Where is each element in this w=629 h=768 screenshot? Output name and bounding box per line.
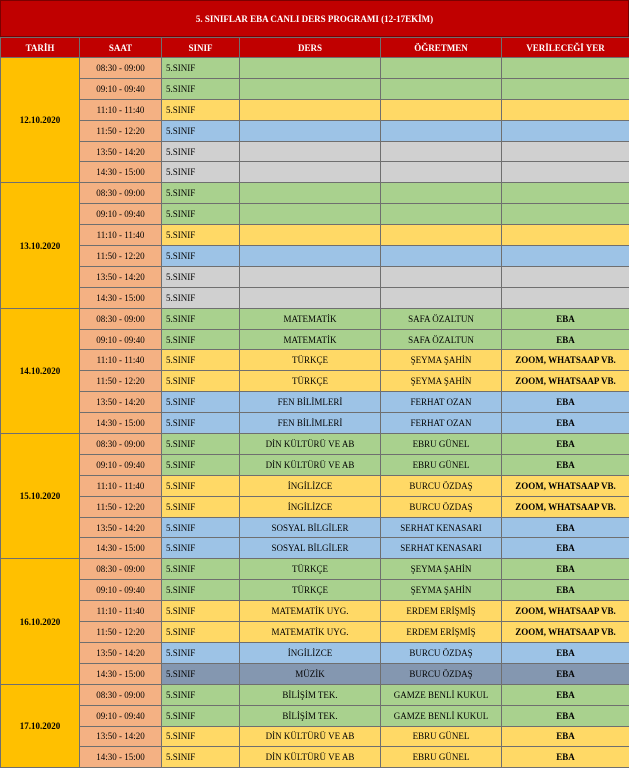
table-row xyxy=(1,78,629,99)
header-ogretmen: ÖĞRETMEN xyxy=(381,38,502,58)
course-cell: İNGİLİZCE xyxy=(240,642,381,663)
teacher-cell xyxy=(381,204,502,225)
table-row xyxy=(1,99,629,120)
time-cell: 13:50 - 14:20 xyxy=(80,141,162,162)
table-row xyxy=(1,475,629,496)
platform-cell: EBA xyxy=(502,580,629,601)
table-row xyxy=(1,204,629,225)
time-cell: 11:50 - 12:20 xyxy=(80,496,162,517)
teacher-cell xyxy=(381,162,502,183)
platform-cell: ZOOM, WHATSAAP VB. xyxy=(502,601,629,622)
page-title: 5. SINIFLAR EBA CANLI DERS PROGRAMI (12-17EKİM) xyxy=(0,0,629,37)
table-row xyxy=(1,162,629,183)
time-cell: 13:50 - 14:20 xyxy=(80,726,162,747)
class-cell: 5.SINIF xyxy=(162,684,240,705)
course-cell: MATEMATİK xyxy=(240,329,381,350)
platform-cell xyxy=(502,183,629,204)
course-cell xyxy=(240,58,381,79)
course-cell: DİN KÜLTÜRÜ VE AB xyxy=(240,454,381,475)
time-cell: 09:10 - 09:40 xyxy=(80,580,162,601)
time-cell: 11:10 - 11:40 xyxy=(80,601,162,622)
time-cell: 08:30 - 09:00 xyxy=(80,308,162,329)
platform-cell: EBA xyxy=(502,559,629,580)
table-row xyxy=(1,308,629,329)
platform-cell: ZOOM, WHATSAAP VB. xyxy=(502,496,629,517)
class-cell: 5.SINIF xyxy=(162,246,240,267)
header-tarih: TARİH xyxy=(1,38,80,58)
table-row xyxy=(1,141,629,162)
table-row xyxy=(1,183,629,204)
header-saat: SAAT xyxy=(80,38,162,58)
class-cell: 5.SINIF xyxy=(162,183,240,204)
course-cell xyxy=(240,225,381,246)
header-yer: VERİLECEĞİ YER xyxy=(502,38,629,58)
platform-cell xyxy=(502,120,629,141)
course-cell: TÜRKÇE xyxy=(240,580,381,601)
header-sinif: SINIF xyxy=(162,38,240,58)
table-row xyxy=(1,747,629,768)
platform-cell xyxy=(502,266,629,287)
course-cell xyxy=(240,99,381,120)
time-cell: 11:10 - 11:40 xyxy=(80,99,162,120)
platform-cell: EBA xyxy=(502,642,629,663)
platform-cell: EBA xyxy=(502,434,629,455)
teacher-cell xyxy=(381,225,502,246)
class-cell: 5.SINIF xyxy=(162,642,240,663)
class-cell: 5.SINIF xyxy=(162,517,240,538)
table-row xyxy=(1,622,629,643)
class-cell: 5.SINIF xyxy=(162,538,240,559)
class-cell: 5.SINIF xyxy=(162,496,240,517)
platform-cell xyxy=(502,58,629,79)
date-cell: 12.10.2020 xyxy=(1,58,80,183)
course-cell xyxy=(240,287,381,308)
platform-cell xyxy=(502,162,629,183)
time-cell: 08:30 - 09:00 xyxy=(80,684,162,705)
teacher-cell: ŞEYMA ŞAHİN xyxy=(381,580,502,601)
teacher-cell xyxy=(381,287,502,308)
time-cell: 14:30 - 15:00 xyxy=(80,413,162,434)
platform-cell: ZOOM, WHATSAAP VB. xyxy=(502,475,629,496)
class-cell: 5.SINIF xyxy=(162,392,240,413)
table-row xyxy=(1,726,629,747)
teacher-cell: ŞEYMA ŞAHİN xyxy=(381,350,502,371)
teacher-cell: ERDEM ERİŞMİŞ xyxy=(381,622,502,643)
class-cell: 5.SINIF xyxy=(162,663,240,684)
time-cell: 08:30 - 09:00 xyxy=(80,183,162,204)
teacher-cell: ERDEM ERİŞMİŞ xyxy=(381,601,502,622)
platform-cell: EBA xyxy=(502,329,629,350)
platform-cell: EBA xyxy=(502,308,629,329)
platform-cell xyxy=(502,141,629,162)
table-row xyxy=(1,58,629,79)
time-cell: 14:30 - 15:00 xyxy=(80,287,162,308)
teacher-cell: SERHAT KENASARI xyxy=(381,538,502,559)
class-cell: 5.SINIF xyxy=(162,120,240,141)
time-cell: 14:30 - 15:00 xyxy=(80,538,162,559)
teacher-cell xyxy=(381,58,502,79)
class-cell: 5.SINIF xyxy=(162,434,240,455)
class-cell: 5.SINIF xyxy=(162,78,240,99)
platform-cell: EBA xyxy=(502,684,629,705)
table-row xyxy=(1,371,629,392)
time-cell: 08:30 - 09:00 xyxy=(80,559,162,580)
course-cell: FEN BİLİMLERİ xyxy=(240,392,381,413)
table-row xyxy=(1,496,629,517)
class-cell: 5.SINIF xyxy=(162,99,240,120)
platform-cell: EBA xyxy=(502,705,629,726)
time-cell: 11:10 - 11:40 xyxy=(80,350,162,371)
teacher-cell: EBRU GÜNEL xyxy=(381,726,502,747)
platform-cell xyxy=(502,225,629,246)
table-row xyxy=(1,246,629,267)
time-cell: 09:10 - 09:40 xyxy=(80,329,162,350)
course-cell: MÜZİK xyxy=(240,663,381,684)
platform-cell: EBA xyxy=(502,726,629,747)
time-cell: 08:30 - 09:00 xyxy=(80,434,162,455)
table-row xyxy=(1,120,629,141)
date-cell: 13.10.2020 xyxy=(1,183,80,308)
time-cell: 11:10 - 11:40 xyxy=(80,475,162,496)
platform-cell: EBA xyxy=(502,413,629,434)
teacher-cell: SERHAT KENASARI xyxy=(381,517,502,538)
platform-cell: EBA xyxy=(502,747,629,768)
date-cell: 14.10.2020 xyxy=(1,308,80,433)
table-row xyxy=(1,225,629,246)
class-cell: 5.SINIF xyxy=(162,204,240,225)
time-cell: 11:50 - 12:20 xyxy=(80,371,162,392)
course-cell: BİLİŞİM TEK. xyxy=(240,684,381,705)
course-cell xyxy=(240,183,381,204)
teacher-cell: SAFA ÖZALTUN xyxy=(381,329,502,350)
teacher-cell xyxy=(381,266,502,287)
class-cell: 5.SINIF xyxy=(162,601,240,622)
class-cell: 5.SINIF xyxy=(162,266,240,287)
table-row xyxy=(1,434,629,455)
time-cell: 09:10 - 09:40 xyxy=(80,454,162,475)
course-cell: FEN BİLİMLERİ xyxy=(240,413,381,434)
time-cell: 13:50 - 14:20 xyxy=(80,392,162,413)
teacher-cell: EBRU GÜNEL xyxy=(381,434,502,455)
course-cell: SOSYAL BİLGİLER xyxy=(240,517,381,538)
class-cell: 5.SINIF xyxy=(162,141,240,162)
class-cell: 5.SINIF xyxy=(162,58,240,79)
course-cell: İNGİLİZCE xyxy=(240,496,381,517)
teacher-cell: FERHAT OZAN xyxy=(381,392,502,413)
teacher-cell xyxy=(381,183,502,204)
teacher-cell: BURCU ÖZDAŞ xyxy=(381,475,502,496)
table-row xyxy=(1,580,629,601)
course-cell: MATEMATİK xyxy=(240,308,381,329)
table-row xyxy=(1,266,629,287)
teacher-cell: BURCU ÖZDAŞ xyxy=(381,663,502,684)
class-cell: 5.SINIF xyxy=(162,371,240,392)
course-cell: SOSYAL BİLGİLER xyxy=(240,538,381,559)
class-cell: 5.SINIF xyxy=(162,413,240,434)
course-cell: MATEMATİK UYG. xyxy=(240,622,381,643)
time-cell: 14:30 - 15:00 xyxy=(80,162,162,183)
teacher-cell xyxy=(381,141,502,162)
date-cell: 16.10.2020 xyxy=(1,559,80,684)
table-row xyxy=(1,517,629,538)
teacher-cell: BURCU ÖZDAŞ xyxy=(381,496,502,517)
course-cell: İNGİLİZCE xyxy=(240,475,381,496)
teacher-cell: BURCU ÖZDAŞ xyxy=(381,642,502,663)
header-row xyxy=(1,38,629,58)
class-cell: 5.SINIF xyxy=(162,747,240,768)
time-cell: 11:50 - 12:20 xyxy=(80,246,162,267)
course-cell: DİN KÜLTÜRÜ VE AB xyxy=(240,726,381,747)
class-cell: 5.SINIF xyxy=(162,580,240,601)
table-row xyxy=(1,350,629,371)
platform-cell: EBA xyxy=(502,392,629,413)
table-row xyxy=(1,392,629,413)
course-cell xyxy=(240,266,381,287)
time-cell: 13:50 - 14:20 xyxy=(80,266,162,287)
teacher-cell: EBRU GÜNEL xyxy=(381,747,502,768)
class-cell: 5.SINIF xyxy=(162,350,240,371)
class-cell: 5.SINIF xyxy=(162,705,240,726)
class-cell: 5.SINIF xyxy=(162,287,240,308)
time-cell: 11:10 - 11:40 xyxy=(80,225,162,246)
platform-cell: EBA xyxy=(502,517,629,538)
class-cell: 5.SINIF xyxy=(162,475,240,496)
course-cell xyxy=(240,246,381,267)
teacher-cell xyxy=(381,99,502,120)
date-cell: 17.10.2020 xyxy=(1,684,80,768)
course-cell: DİN KÜLTÜRÜ VE AB xyxy=(240,747,381,768)
time-cell: 14:30 - 15:00 xyxy=(80,663,162,684)
platform-cell xyxy=(502,287,629,308)
platform-cell xyxy=(502,78,629,99)
teacher-cell xyxy=(381,120,502,141)
table-row xyxy=(1,559,629,580)
platform-cell: EBA xyxy=(502,538,629,559)
class-cell: 5.SINIF xyxy=(162,454,240,475)
date-cell: 15.10.2020 xyxy=(1,434,80,559)
platform-cell xyxy=(502,99,629,120)
class-cell: 5.SINIF xyxy=(162,726,240,747)
time-cell: 09:10 - 09:40 xyxy=(80,204,162,225)
table-row xyxy=(1,601,629,622)
teacher-cell xyxy=(381,246,502,267)
course-cell: TÜRKÇE xyxy=(240,350,381,371)
course-cell xyxy=(240,78,381,99)
class-cell: 5.SINIF xyxy=(162,329,240,350)
table-row xyxy=(1,642,629,663)
teacher-cell: GAMZE BENLİ KUKUL xyxy=(381,705,502,726)
teacher-cell: ŞEYMA ŞAHİN xyxy=(381,371,502,392)
teacher-cell: FERHAT OZAN xyxy=(381,413,502,434)
teacher-cell: EBRU GÜNEL xyxy=(381,454,502,475)
platform-cell: ZOOM, WHATSAAP VB. xyxy=(502,622,629,643)
platform-cell: EBA xyxy=(502,663,629,684)
table-row xyxy=(1,538,629,559)
schedule-body xyxy=(1,58,629,768)
course-cell xyxy=(240,141,381,162)
time-cell: 13:50 - 14:20 xyxy=(80,517,162,538)
course-cell: TÜRKÇE xyxy=(240,559,381,580)
platform-cell xyxy=(502,204,629,225)
course-cell: DİN KÜLTÜRÜ VE AB xyxy=(240,434,381,455)
platform-cell xyxy=(502,246,629,267)
teacher-cell: GAMZE BENLİ KUKUL xyxy=(381,684,502,705)
time-cell: 11:50 - 12:20 xyxy=(80,120,162,141)
table-row xyxy=(1,454,629,475)
header-ders: DERS xyxy=(240,38,381,58)
table-row xyxy=(1,705,629,726)
table-row xyxy=(1,413,629,434)
time-cell: 14:30 - 15:00 xyxy=(80,747,162,768)
time-cell: 08:30 - 09:00 xyxy=(80,58,162,79)
time-cell: 11:50 - 12:20 xyxy=(80,622,162,643)
teacher-cell xyxy=(381,78,502,99)
course-cell xyxy=(240,120,381,141)
class-cell: 5.SINIF xyxy=(162,622,240,643)
class-cell: 5.SINIF xyxy=(162,225,240,246)
time-cell: 09:10 - 09:40 xyxy=(80,78,162,99)
platform-cell: ZOOM, WHATSAAP VB. xyxy=(502,371,629,392)
class-cell: 5.SINIF xyxy=(162,559,240,580)
platform-cell: EBA xyxy=(502,454,629,475)
course-cell: MATEMATİK UYG. xyxy=(240,601,381,622)
platform-cell: ZOOM, WHATSAAP VB. xyxy=(502,350,629,371)
time-cell: 13:50 - 14:20 xyxy=(80,642,162,663)
course-cell xyxy=(240,204,381,225)
schedule-table xyxy=(0,37,629,768)
teacher-cell: ŞEYMA ŞAHİN xyxy=(381,559,502,580)
table-row xyxy=(1,684,629,705)
teacher-cell: SAFA ÖZALTUN xyxy=(381,308,502,329)
course-cell: BİLİŞİM TEK. xyxy=(240,705,381,726)
class-cell: 5.SINIF xyxy=(162,308,240,329)
course-cell xyxy=(240,162,381,183)
table-row xyxy=(1,663,629,684)
table-row xyxy=(1,329,629,350)
class-cell: 5.SINIF xyxy=(162,162,240,183)
table-row xyxy=(1,287,629,308)
time-cell: 09:10 - 09:40 xyxy=(80,705,162,726)
course-cell: TÜRKÇE xyxy=(240,371,381,392)
